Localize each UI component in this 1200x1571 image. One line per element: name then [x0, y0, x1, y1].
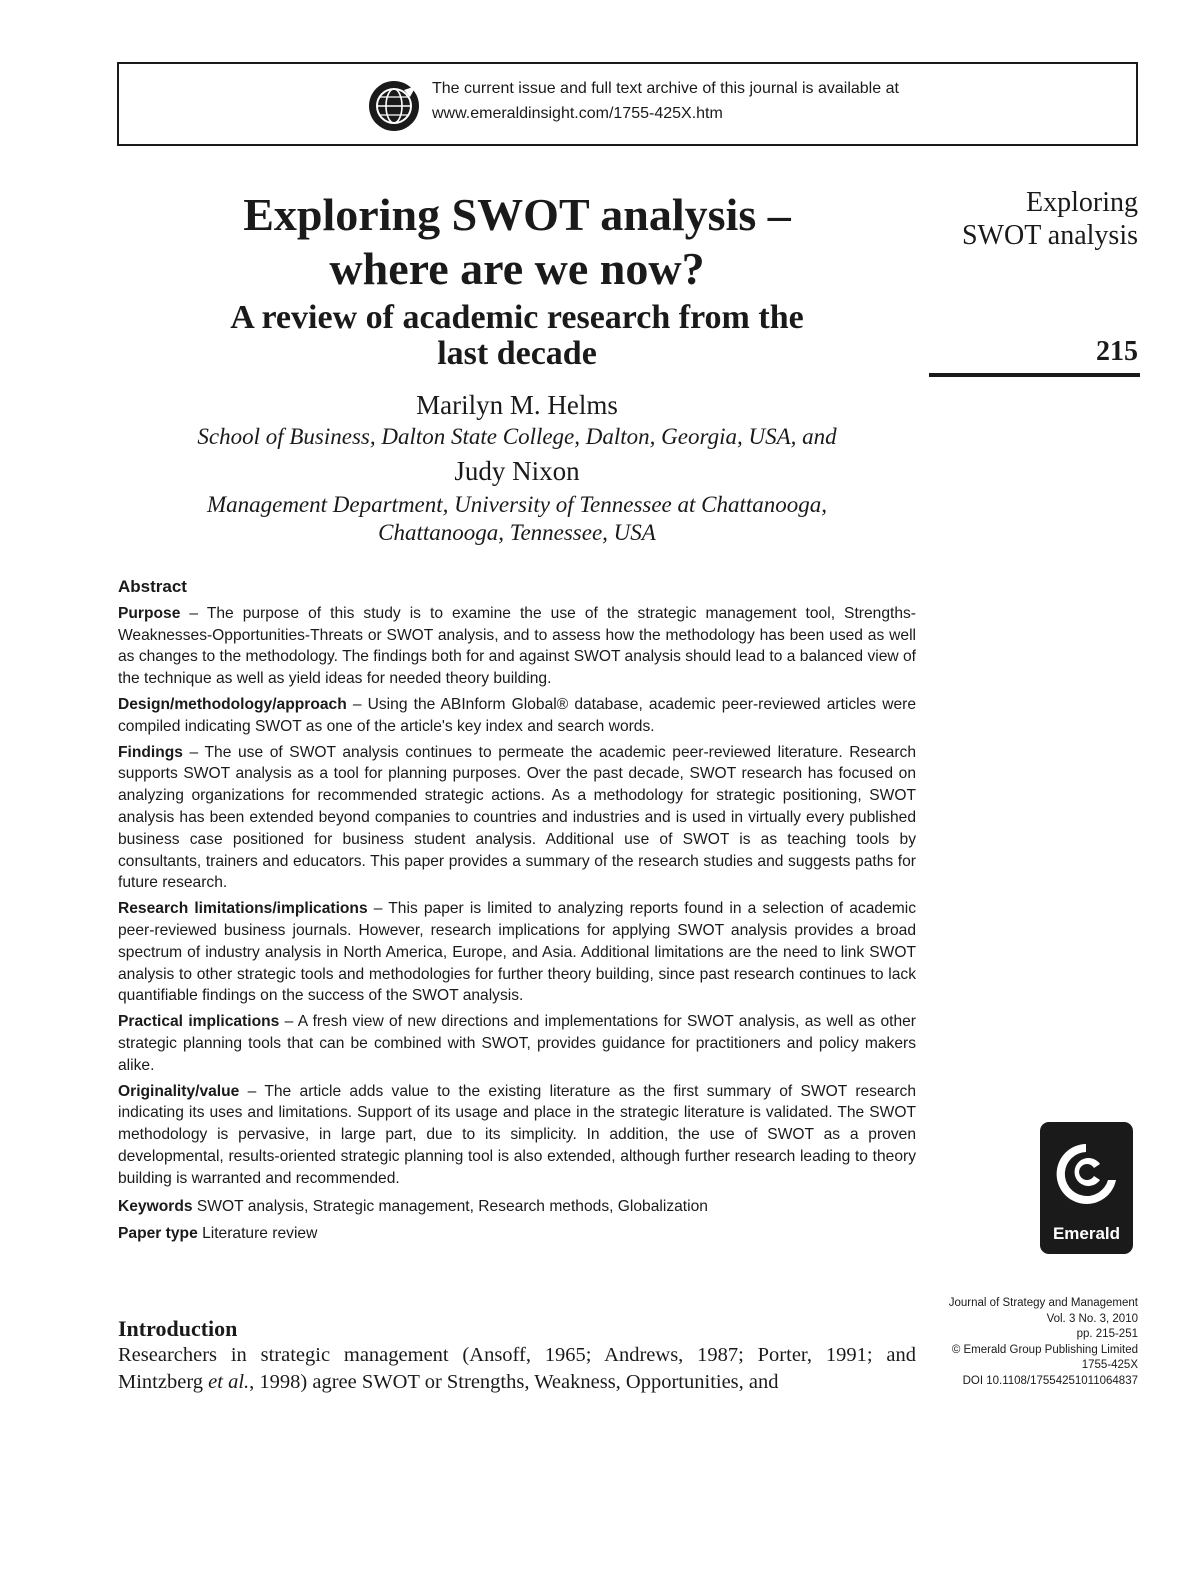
page-number: 215 — [1096, 336, 1138, 367]
abstract — [118, 576, 916, 1249]
section-label: Research limitations/implications — [118, 900, 368, 918]
abstract-paper-type — [118, 1223, 916, 1245]
subtitle-line: A review of academic research from the — [230, 299, 804, 336]
intro-paragraph — [118, 1342, 916, 1396]
abstract-heading: Abstract — [118, 577, 187, 596]
author-name: Marilyn M. Helms — [416, 390, 618, 420]
section-label: Practical implications — [118, 1013, 280, 1031]
journal-info-line: Journal of Strategy and Management — [948, 1297, 1138, 1309]
logo-text: Emerald — [1052, 1224, 1121, 1243]
section-text: – The use of SWOT analysis continues to permeate the academic peer-reviewed literature. Research supports SWOT analysis as a tool for planning purposes. Over the past decade, SWOT research has focused on analyzing organizations for recommended strategic actions. As a methodology for strategic positioning, SWOT analysis has been extended beyond companies to countries and industries and is used in virtually every published business case positioned for business student analysis. Additional use of SWOT is as teaching tools by consultants, trainers and educators. This paper provides a summary of the research studies and suggests paths for future research. — [118, 743, 916, 892]
journal-banner — [117, 62, 1138, 146]
abstract-findings — [118, 742, 916, 895]
abstract-originality — [118, 1081, 916, 1190]
section-text: – The purpose of this study is to examine the use of the strategic management tool, Strengths-Weaknesses-Opportunities-Threats or SWOT analysis, and to assess how the methodology has been used as well as changes to the methodology. The findings both for and against SWOT analysis should lead to a balanced view of the technique as well as yield ideas for needed theory building. — [118, 604, 916, 688]
paper-subtitle — [117, 300, 917, 372]
section-label: Paper type — [118, 1225, 198, 1243]
emerald-logo — [1040, 1122, 1133, 1254]
section-label: Purpose — [118, 604, 181, 622]
journal-info-line: 1755-425X — [1081, 1359, 1138, 1371]
author-affiliation: Management Department, University of Tennessee at Chattanooga, — [206, 492, 828, 517]
section-heading: Introduction — [118, 1316, 238, 1341]
author-affiliation: School of Business, Dalton State College, Dalton, Georgia, USA, and — [197, 424, 837, 449]
divider — [929, 373, 1140, 377]
running-head-line: Exploring — [1026, 187, 1138, 218]
section-label: Design/methodology/approach — [118, 695, 347, 713]
section-text: – Using the ABInform Global® database, academic peer-reviewed articles were compiled indicating SWOT as one of the article's key index and search words. — [118, 695, 916, 735]
author-name: Judy Nixon — [454, 456, 580, 486]
section-text: – This paper is limited to analyzing reports found in a selection of academic peer-reviewed business journals. However, research implications for applying SWOT analysis provides a broad spectrum of industry analysis in North America, Europe, and Asia. Additional limitations are the need to link SWOT analysis to other strategic tools and methodologies for further theory building, since past research continues to lack quantifiable findings on the success of the SWOT analysis. — [118, 900, 916, 1005]
intro-text: , 1998) agree SWOT or Strengths, Weakness, Opportunities, and — [249, 1371, 779, 1393]
emerald-swirl-icon — [1040, 1128, 1133, 1228]
intro-text: Researchers in strategic management (Ansoff, 1965; Andrews, 1987; Porter, 1991; and Mintzberg — [118, 1344, 916, 1393]
author-affiliation: Chattanooga, Tennessee, USA — [378, 520, 656, 545]
title-line: where are we now? — [329, 243, 705, 294]
abstract-limitations — [118, 898, 916, 1007]
section-label: Originality/value — [118, 1082, 240, 1100]
section-text: Literature review — [197, 1225, 318, 1243]
abstract-practical — [118, 1011, 916, 1076]
section-label: Keywords — [118, 1197, 193, 1215]
running-head-line: SWOT analysis — [961, 220, 1138, 251]
journal-info-line: © Emerald Group Publishing Limited — [951, 1343, 1138, 1356]
intro-text-italic: et al. — [208, 1371, 250, 1393]
globe-icon — [368, 80, 420, 132]
subtitle-line: last decade — [437, 335, 597, 372]
journal-info — [949, 1296, 1138, 1389]
abstract-keywords — [118, 1196, 916, 1218]
abstract-design — [118, 694, 916, 738]
journal-info-line: pp. 215-251 — [1076, 1328, 1138, 1340]
section-text: – The article adds value to the existing literature as the first summary of SWOT research indicating its uses and limitations. Support of its usage and place in the strategic literature is validated. The SWOT methodology is pervasive, in large part, due to its simplicity. In addition, the use of SWOT as a proven developmental, results-oriented strategic planning tool is also extended, although further research leading to theory building is warranted and recommended. — [118, 1082, 916, 1187]
title-line: Exploring SWOT analysis – — [243, 189, 791, 240]
section-text: SWOT analysis, Strategic management, Research methods, Globalization — [192, 1197, 708, 1215]
banner-text: The current issue and full text archive of this journal is available at — [432, 80, 899, 97]
running-head — [962, 186, 1138, 252]
banner-url[interactable]: www.emeraldinsight.com/1755-425X.htm — [432, 105, 723, 122]
journal-info-line: DOI 10.1108/17554251011064837 — [962, 1374, 1138, 1387]
section-text: – A fresh view of new directions and implementations for SWOT analysis, as well as other strategic planning tools that can be combined with SWOT, provides guidance for practitioners and policy makers alike. — [118, 1013, 916, 1074]
section-label: Findings — [118, 743, 183, 761]
journal-info-line: Vol. 3 No. 3, 2010 — [1046, 1312, 1138, 1325]
paper-title — [117, 188, 917, 296]
abstract-purpose — [118, 603, 916, 690]
